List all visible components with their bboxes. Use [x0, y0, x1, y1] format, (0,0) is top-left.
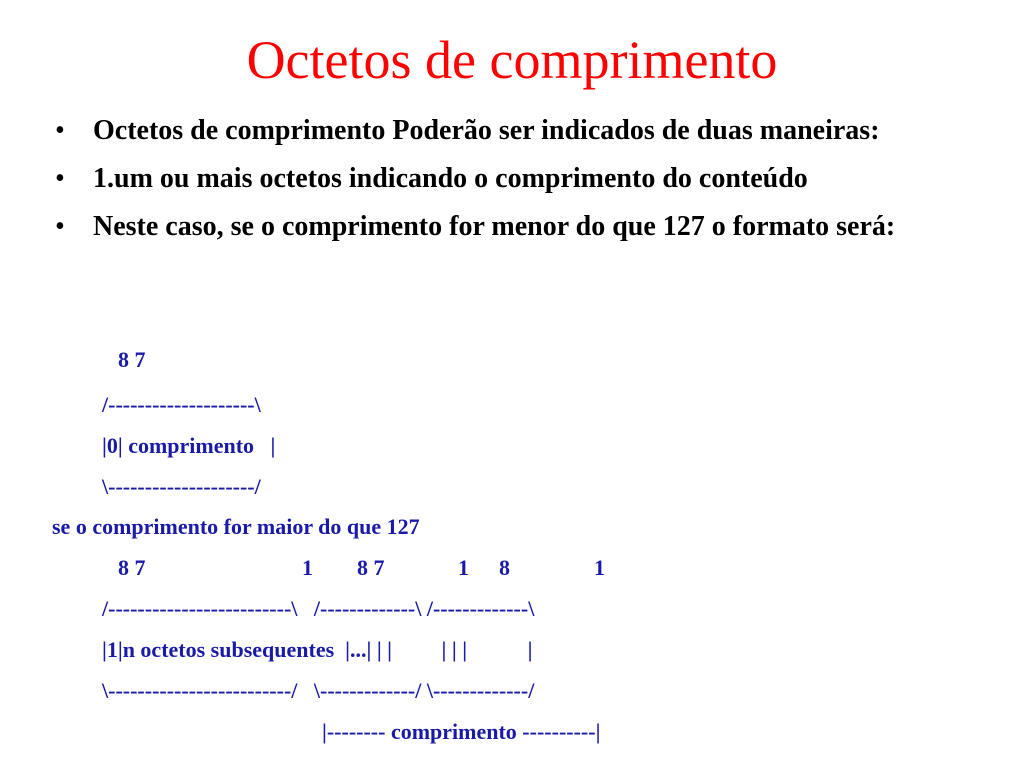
bullet-icon: • [55, 163, 65, 194]
slide-title: Octetos de comprimento [246, 30, 778, 90]
bullet-icon: • [55, 115, 65, 146]
long-form-bit-label: 8 7 [118, 555, 146, 580]
bullet-icon: • [55, 211, 65, 242]
bullet-item [55, 208, 1005, 246]
long-form-bit-label: 1 [458, 555, 469, 580]
short-form-content-row: |0| comprimento | [102, 433, 276, 458]
short-form-bit-label: 8 7 [118, 347, 146, 372]
long-form-bit-label: 8 [499, 555, 510, 580]
bullet-item [55, 112, 1005, 150]
bullet-list [55, 112, 1005, 256]
bullet-text: Octetos de comprimento Poderão ser indicados de duas maneiras: [93, 115, 880, 146]
long-form-content-row: |1|n octetos subsequentes |...| | | | | | | [102, 637, 533, 662]
short-form-top-border: /--------------------\ [102, 392, 261, 417]
long-form-bit-label: 1 [594, 555, 605, 580]
bullet-item [55, 160, 1005, 198]
long-form-bit-label: 1 [302, 555, 313, 580]
length-span-label: |-------- comprimento ----------| [322, 719, 601, 744]
long-form-top-border: /-------------------------\ /-------------\ /-------------\ [102, 596, 535, 621]
long-form-bottom-border: \-------------------------/ \-------------/ \-------------/ [102, 678, 535, 703]
bullet-text: 1.um ou mais octetos indicando o comprimento do conteúdo [93, 163, 808, 194]
long-form-caption: se o comprimento for maior do que 127 [52, 514, 420, 539]
long-form-bit-label: 8 7 [357, 555, 385, 580]
bullet-text: Neste caso, se o comprimento for menor do que 127 o formato será: [93, 211, 896, 242]
short-form-bottom-border: \--------------------/ [102, 474, 261, 499]
